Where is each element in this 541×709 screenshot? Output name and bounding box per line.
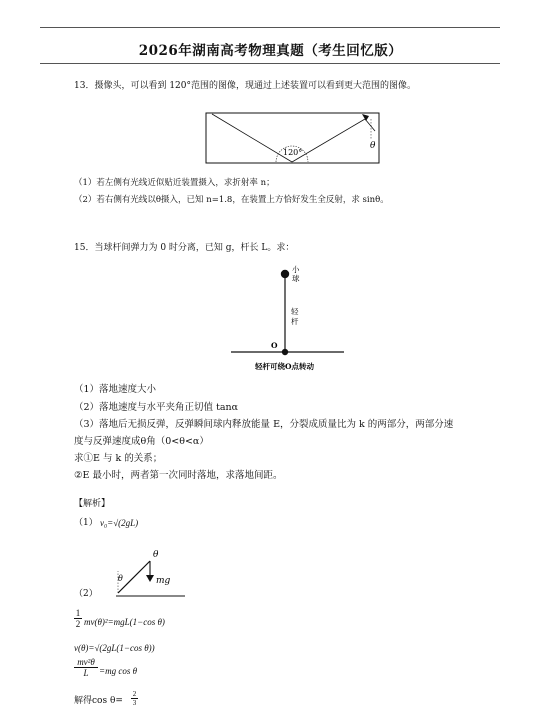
q13-figure: [0, 110, 541, 170]
solution-1-formula: v₀=√(2gL): [100, 518, 139, 528]
sol-fig-theta-bottom: θ: [118, 574, 123, 583]
q15-ball-label-1: 小: [292, 265, 300, 274]
q15-part3-line1: （3）落地后无损反弹，反弹瞬间球内释放能量 E，分裂成质量比为 k 的两部分，两部分速: [74, 419, 454, 430]
q13-ray-left: [212, 114, 292, 162]
conclusion-den: 3: [132, 699, 137, 707]
q13-stem: 13．摄像头，可以看到 120°范围的图像，现通过上述装置可以看到更大范围的图像。: [74, 81, 416, 91]
q15-stem: 15．当球杆间弹力为 0 时分离，已知 g，杆长 L。求：: [74, 243, 295, 253]
q13-ray-right: [292, 119, 365, 162]
q15-ball-label-2: 球: [292, 274, 300, 283]
q15-figure: [0, 262, 541, 382]
q15-rod-label-2: 杆: [291, 317, 299, 326]
eq3-den: L: [83, 668, 89, 678]
title-underline: [40, 63, 500, 64]
conclusion-fraction: [131, 690, 138, 707]
conclusion-prefix: 解得cos θ=: [74, 696, 123, 706]
conclusion-num: 2: [132, 690, 137, 698]
q15-caption: 轻杆可绕O点转动: [255, 362, 315, 371]
q13-angle-label: 120°: [283, 148, 303, 157]
eq1-num: 1: [75, 608, 81, 618]
q15-part1: （1）落地速度大小: [74, 384, 157, 395]
q15-sub1: 求①E 与 k 的关系；: [74, 453, 163, 464]
solution-2-prefix: （2）: [74, 589, 98, 599]
top-rule: [40, 27, 500, 28]
eq3-rest: =mg cos θ: [99, 666, 137, 676]
sol-fig-mg: mg: [156, 576, 171, 586]
eq1-rest: mv(θ)²=mgL(1−cos θ): [84, 617, 165, 627]
solution-header: 【解析】: [74, 499, 111, 509]
q15-rod-label-1: 轻: [291, 307, 299, 316]
q15-rod-label: [291, 306, 301, 326]
eq3-fraction: [74, 657, 98, 678]
q13-theta-label: θ: [370, 141, 376, 151]
q15-sub2: ②E 最小时，两者第一次同时落地，求落地间距。: [74, 470, 283, 481]
q15-part2: （2）落地速度与水平夹角正切值 tanα: [74, 402, 239, 413]
q15-ball-label: [292, 264, 302, 283]
eq1-den: 2: [75, 619, 81, 629]
q15-pivot: [282, 349, 288, 355]
q15-part3-line2: 度与反弹速度成θ角（0<θ<α）: [74, 436, 209, 447]
eq2: v(θ)=√(2gL(1−cos θ)): [74, 643, 155, 653]
solution-1-prefix: （1）: [74, 518, 98, 528]
sol-fig-theta-top: θ: [153, 550, 159, 560]
q13-part1: （1）若左侧有光线近似贴近装置摄入，求折射率 n；: [74, 178, 275, 188]
eq3-num: mv²θ: [77, 657, 95, 667]
q13-part2: （2）若右侧有光线以θ摄入，已知 n=1.8，在装置上方恰好发生全反射，求 sinθ。: [74, 195, 389, 205]
q15-pivot-label: O: [271, 341, 278, 350]
page-title: 2026年湖南高考物理真题（考生回忆版）: [138, 43, 403, 59]
sol-fig-mg-arrowhead: [146, 575, 154, 582]
eq1-fraction: [74, 608, 82, 629]
q13-ray-in: [365, 119, 375, 131]
